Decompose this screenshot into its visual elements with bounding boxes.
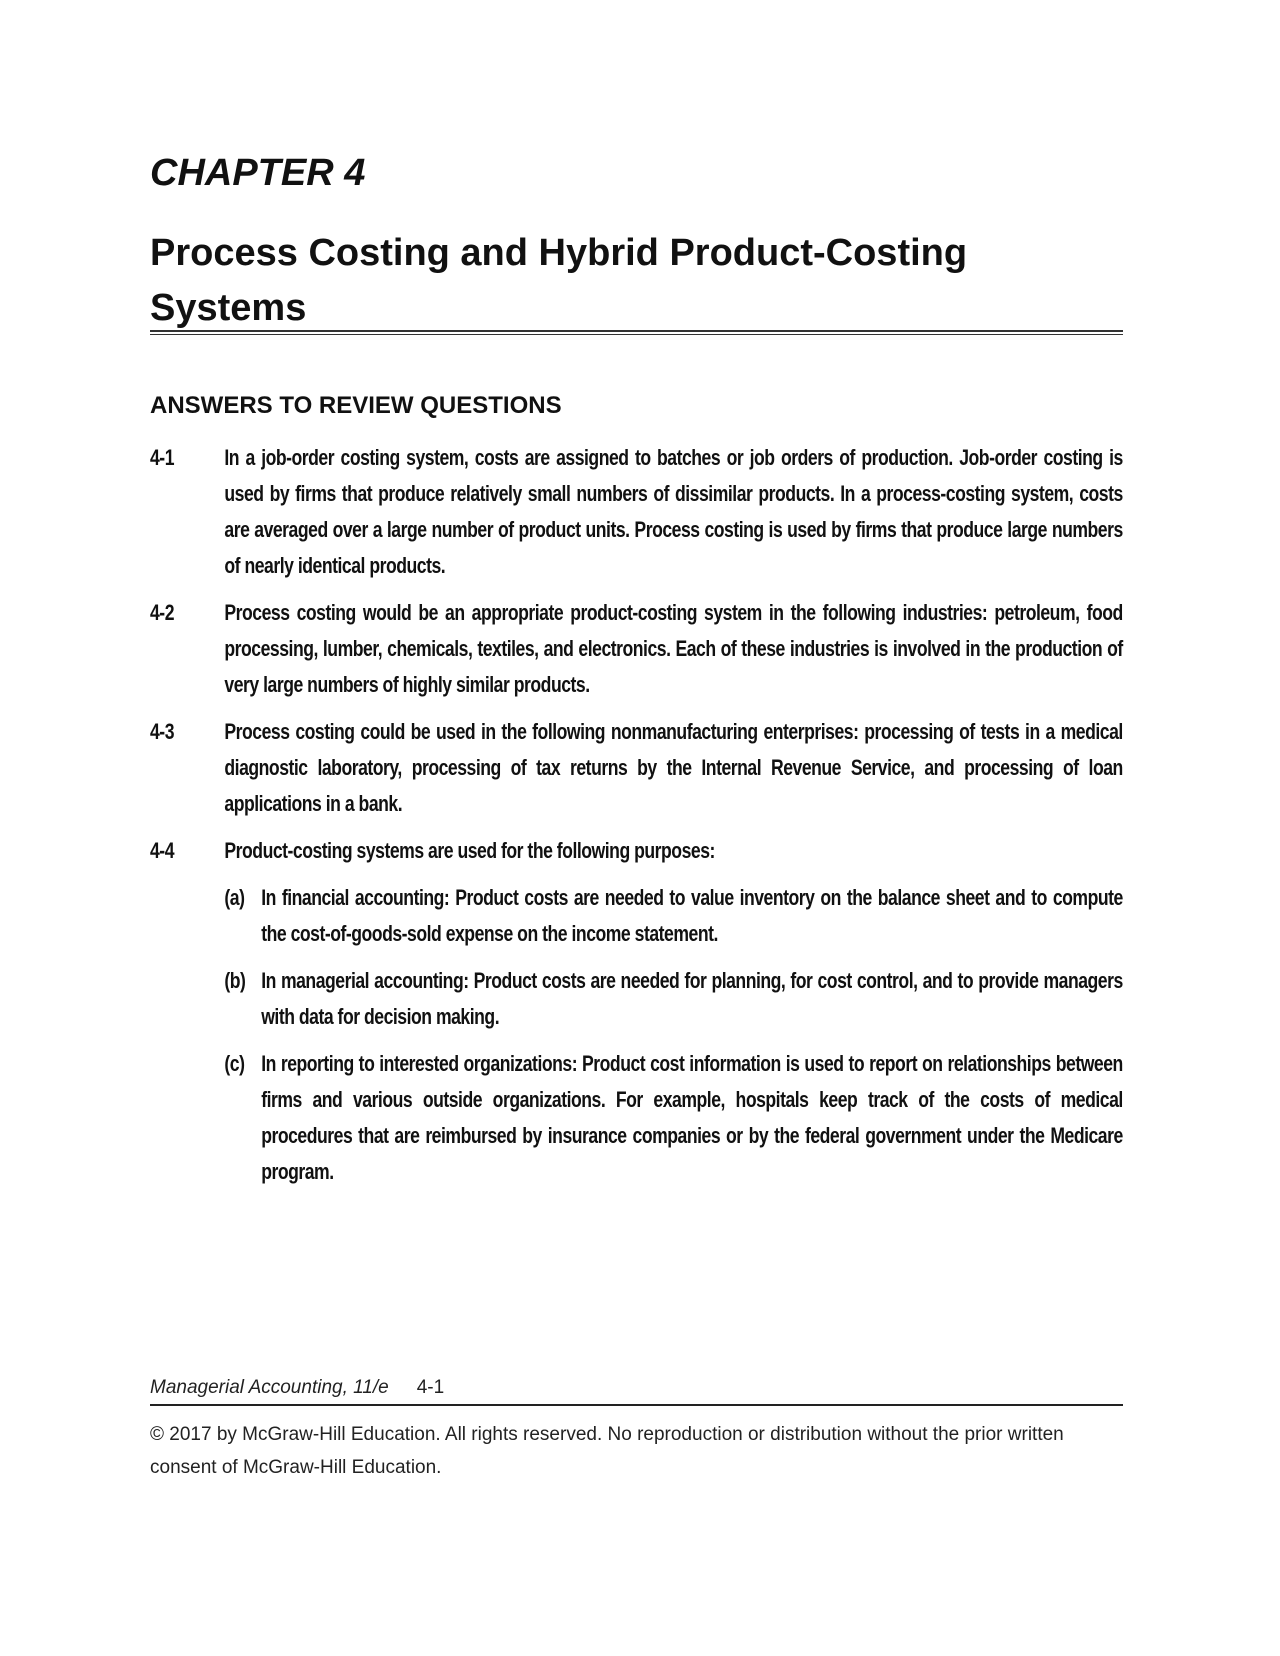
sub-item-text: In managerial accounting: Product costs are needed for planning, for cost control, and to provide managers with data for decision making.	[261, 968, 1123, 1029]
answers-list	[150, 440, 1123, 1212]
answer-number: 4-1	[150, 445, 174, 470]
chapter-label: CHAPTER 4	[150, 152, 366, 194]
footer-rule	[150, 1404, 1123, 1406]
section-heading: ANSWERS TO REVIEW QUESTIONS	[150, 392, 562, 419]
page-footer	[150, 1376, 444, 1400]
answer-text: In a job-order costing system, costs are assigned to batches or job orders of production. Job-order costing is used by firms that produce relatively small numbers of dissimilar products. In a process-costing system, costs are averaged over a large number of product units. Process costing is used by firms that produce large numbers of nearly identical products.	[224, 445, 1123, 578]
copyright-notice: © 2017 by McGraw-Hill Education. All rights reserved. No reproduction or distribution without the prior written consent of McGraw-Hill Education.	[150, 1424, 1064, 1478]
footer-page-number: 4-1	[416, 1377, 445, 1398]
answer-number: 4-4	[150, 838, 174, 863]
sub-item-list	[224, 880, 1122, 1190]
title-double-rule	[150, 330, 1123, 335]
sub-item-text: In financial accounting: Product costs are needed to value inventory on the balance sheet and to compute the cost-of-goods-sold expense on the income statement.	[261, 885, 1123, 946]
sub-item-letter: (b)	[224, 968, 246, 993]
answer-item	[150, 440, 1123, 584]
answer-item	[150, 714, 1123, 822]
answer-number: 4-3	[150, 719, 174, 744]
chapter-title: Process Costing and Hybrid Product-Costing Systems	[150, 232, 968, 329]
sub-item-text: In reporting to interested organizations: Product cost information is used to report on relationships between firms and various outside organizations. For example, hospitals keep track of the costs of medical procedures that are reimbursed by insurance companies or by the federal government under the Medicare program.	[261, 1051, 1123, 1184]
answer-number: 4-2	[150, 600, 174, 625]
sub-item	[224, 1046, 1122, 1190]
answer-text: Product-costing systems are used for the following purposes:	[224, 838, 715, 863]
answer-text: Process costing would be an appropriate product-costing system in the following industries: petroleum, food processing, lumber, chemicals, textiles, and electronics. Each of these industries is involved in the production of very large numbers of highly similar products.	[224, 600, 1123, 697]
sub-item-letter: (a)	[224, 885, 245, 910]
footer-book-title: Managerial Accounting, 11/e	[150, 1377, 389, 1398]
answer-item	[150, 595, 1123, 703]
answer-text: Process costing could be used in the following nonmanufacturing enterprises: processing of tests in a medical diagnostic laboratory, processing of tax returns by the Internal Revenue Service, and processing of loan applications in a bank.	[224, 719, 1123, 816]
sub-item-letter: (c)	[224, 1051, 245, 1076]
answer-item	[150, 833, 1123, 1201]
sub-item	[224, 880, 1122, 952]
sub-item	[224, 963, 1122, 1035]
